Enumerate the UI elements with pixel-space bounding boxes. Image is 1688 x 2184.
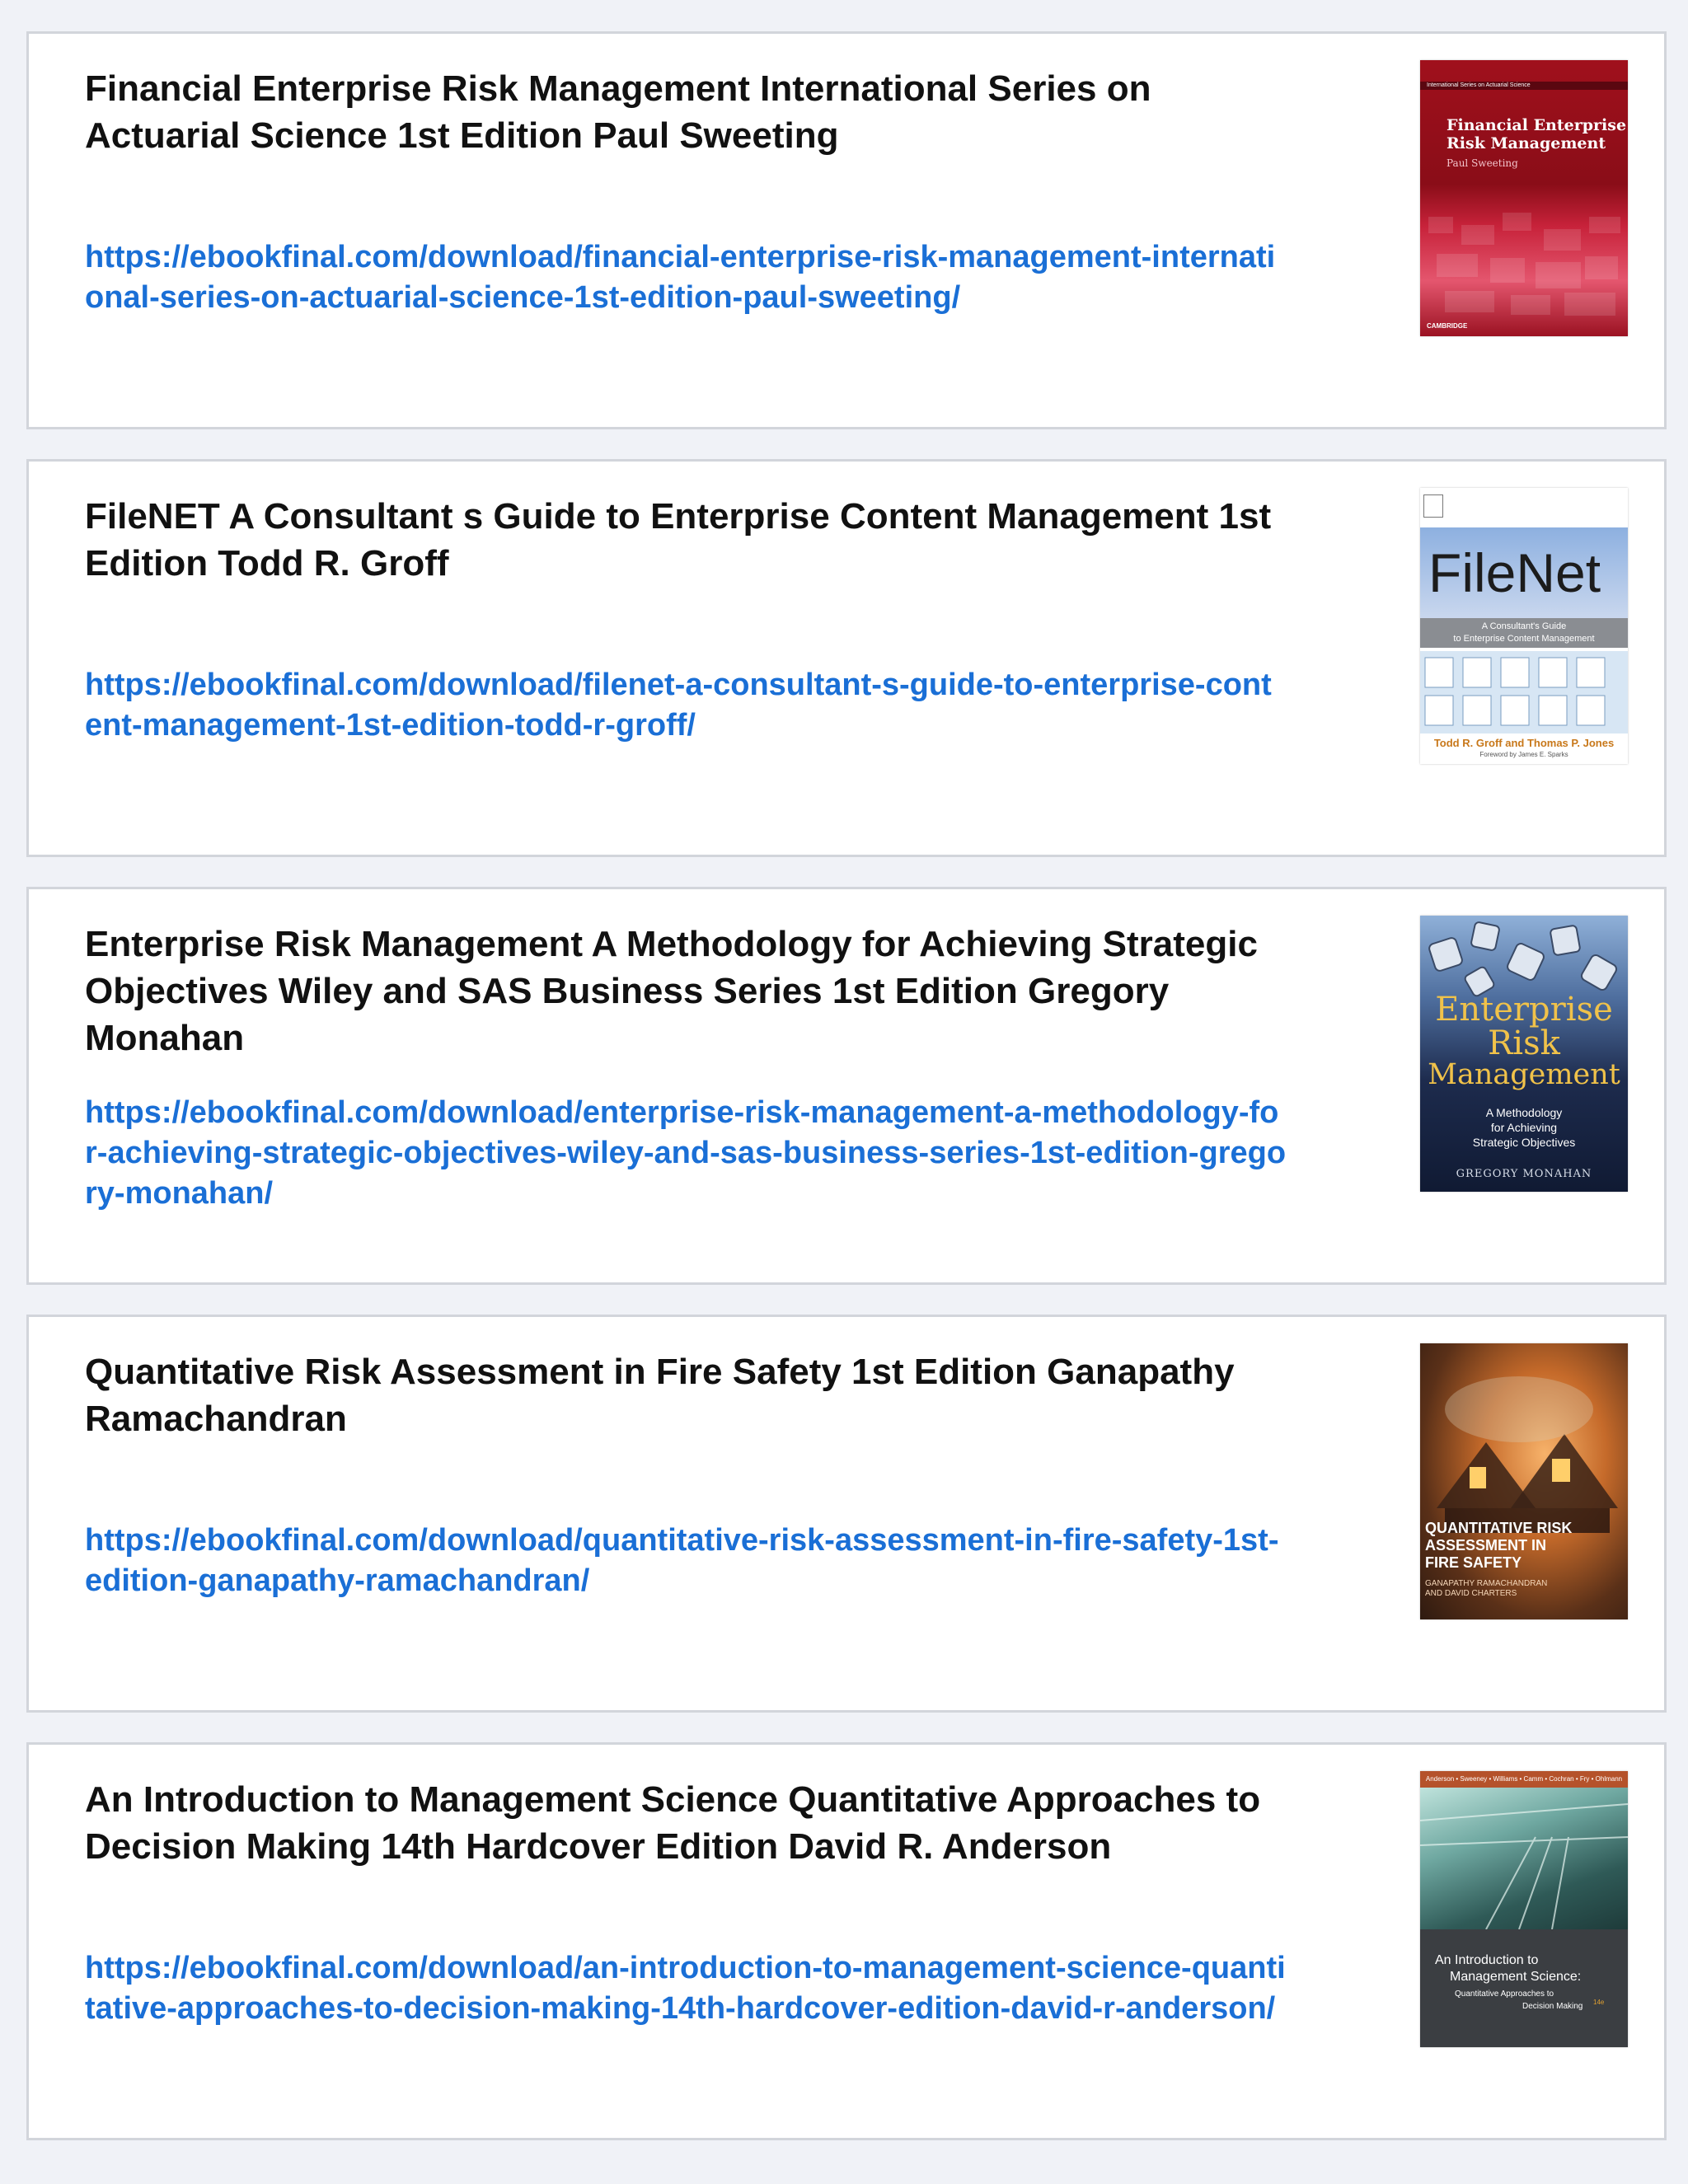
cover-author: Paul Sweeting	[1447, 157, 1518, 169]
cover-title-line2: Management Science:	[1450, 1970, 1582, 1984]
book-card	[26, 459, 1667, 857]
cover-author: GREGORY MONAHAN	[1456, 1168, 1592, 1180]
cover-sub-line3: Strategic Objectives	[1472, 1136, 1576, 1149]
cover-pattern	[1420, 60, 1628, 336]
cover-foreword: Foreword by James E. Sparks	[1479, 751, 1568, 758]
cover-edition: 14e	[1593, 1999, 1605, 2006]
book-title: Financial Enterprise Risk Management International Series on Actuarial Science 1st Edition Paul Sweeting	[85, 68, 1151, 156]
cover-sub-line2: Decision Making	[1522, 2002, 1583, 2011]
cover-author-line1: GANAPATHY RAMACHANDRAN	[1425, 1579, 1548, 1588]
book-cover[interactable]	[1420, 1771, 1628, 2047]
cover-title-line1: An Introduction to	[1435, 1953, 1539, 1967]
book-cover[interactable]	[1420, 488, 1628, 764]
cover-sub-line1: Quantitative Approaches to	[1455, 1990, 1554, 1999]
book-card	[26, 1742, 1667, 2140]
architecture-illustration	[1420, 1788, 1628, 1929]
burning-house-illustration	[1420, 1343, 1628, 1619]
cover-brand: FileNet	[1428, 542, 1601, 603]
book-title: Enterprise Risk Management A Methodology for Achieving Strategic Objectives Wiley and SAS Business Series 1st Edition Gregory Monahan	[85, 924, 1258, 1058]
book-title: FileNET A Consultant s Guide to Enterprise Content Management 1st Edition Todd R. Groff	[85, 496, 1272, 583]
cover-title-line1: Financial Enterprise	[1447, 116, 1627, 134]
cover-photo	[1420, 1788, 1628, 1929]
cover-title-line3: Management	[1428, 1058, 1620, 1091]
cover-authors: Anderson • Sweeney • Williams • Camm • Cochran • Fry • Ohlmann	[1425, 1775, 1623, 1783]
download-link[interactable]: https://ebookfinal.com/download/financial-enterprise-risk-management-international-series-on-actuarial-science-1st-edition-paul-sweeting/	[85, 240, 1276, 315]
cover-subtitle-line1: A Consultant's Guide	[1481, 621, 1567, 631]
cover-subtitle-line2: to Enterprise Content Management	[1453, 634, 1595, 644]
download-link[interactable]: https://ebookfinal.com/download/an-introduction-to-management-science-quantitative-approaches-to-decision-making-14th-hardcover-edition-david-r-anderson/	[85, 1951, 1286, 2026]
book-title: An Introduction to Management Science Quantitative Approaches to Decision Making 14th Hardcover Edition David R. Anderson	[85, 1779, 1261, 1867]
cover-title-line2: Risk Management	[1447, 134, 1606, 152]
book-card	[26, 1315, 1667, 1713]
cover-title-line1: QUANTITATIVE RISK	[1425, 1520, 1573, 1536]
cover-author-line2: AND DAVID CHARTERS	[1425, 1589, 1517, 1598]
book-title: Quantitative Risk Assessment in Fire Safety 1st Edition Ganapathy Ramachandran	[85, 1352, 1235, 1439]
cover-series: International Series on Actuarial Science	[1427, 82, 1531, 88]
book-cover[interactable]	[1420, 1343, 1628, 1619]
cover-sub-line2: for Achieving	[1490, 1121, 1558, 1134]
download-link[interactable]: https://ebookfinal.com/download/quantitative-risk-assessment-in-fire-safety-1st-edition-ganapathy-ramachandran/	[85, 1523, 1279, 1598]
book-card	[26, 31, 1667, 429]
cover-title-line1: Enterprise	[1435, 991, 1613, 1029]
download-link[interactable]: https://ebookfinal.com/download/enterprise-risk-management-a-methodology-for-achieving-strategic-objectives-wiley-and-sas-business-series-1st-edition-gregory-monahan/	[85, 1095, 1287, 1211]
book-cover[interactable]	[1420, 916, 1628, 1192]
cover-title-line3: FIRE SAFETY	[1425, 1554, 1522, 1571]
cover-title-line2: ASSESSMENT IN	[1425, 1537, 1547, 1554]
cover-publisher: CAMBRIDGE	[1427, 322, 1468, 330]
cover-sub-line1: A Methodology	[1485, 1106, 1563, 1119]
cover-title-line2: Risk	[1488, 1024, 1560, 1062]
cover-diagram	[1420, 651, 1628, 733]
cover-authors: Todd R. Groff and Thomas P. Jones	[1433, 737, 1615, 749]
book-cover[interactable]	[1420, 60, 1628, 336]
book-card	[26, 887, 1667, 1285]
download-link[interactable]: https://ebookfinal.com/download/filenet-a-consultant-s-guide-to-enterprise-content-management-1st-edition-todd-r-groff/	[85, 668, 1272, 743]
publisher-logo	[1423, 494, 1443, 518]
